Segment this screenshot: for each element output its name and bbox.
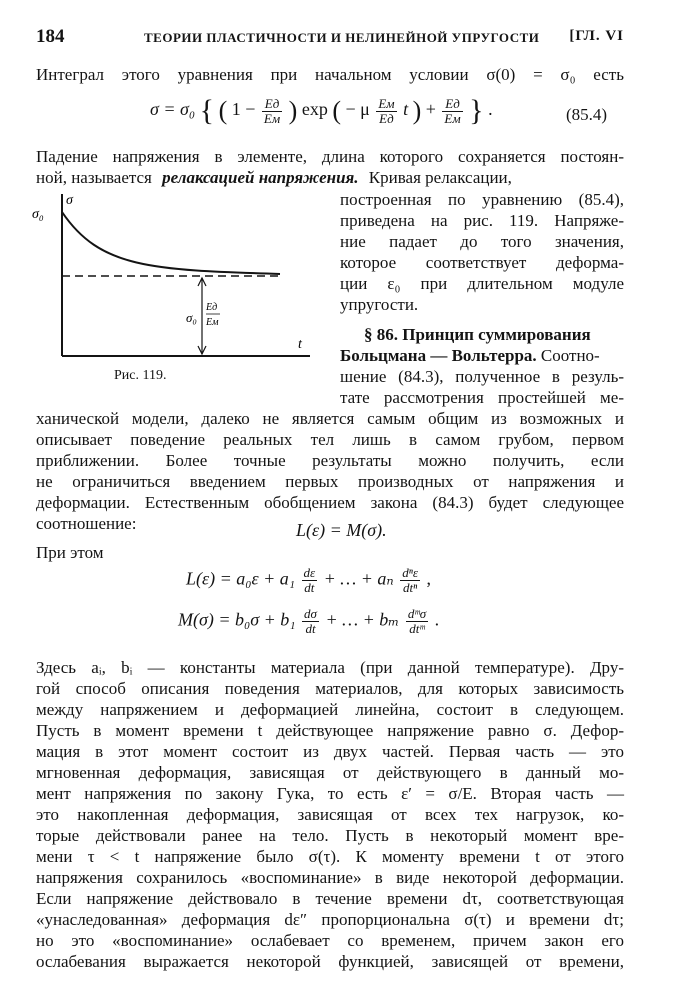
running-title: ТЕОРИИ ПЛАСТИЧНОСТИ И НЕЛИНЕЙНОЙ УПРУГОСТИ: [144, 30, 540, 45]
page-header: [36, 26, 624, 50]
text-line: «унаследованная» деформация dε″ пропорциональна σ(τ) и времени dτ;: [36, 910, 624, 929]
emphasis-term: релаксацией напряжения.: [162, 168, 359, 187]
paren-open: (: [332, 96, 341, 125]
text-line: ние падает до того значения,: [340, 232, 624, 251]
text-line: Интеграл этого уравнения при начальном условии σ(0) = σ₀ есть: [36, 65, 624, 84]
x-axis-label: t: [298, 337, 302, 352]
text-line: деформации. Естественным обобщением закона (84.3) будет следующее: [36, 493, 624, 512]
eq-exp: exp: [301, 99, 328, 120]
fraction: $\frac{\text{dⁿε}}{\text{dtⁿ}}$: [402, 565, 418, 595]
fraction: $\frac{d\varepsilon}{dt}$: [303, 565, 316, 595]
asymptote-label: σ₀: [186, 310, 197, 325]
eq-plus: +: [425, 99, 436, 120]
equation-L: L(ε) = a₀ε + a₁ $\frac{d\varepsilon}{dt}$ + … + aₙ $\frac{\text{dⁿε}}{\text{dtⁿ}}$ ,: [186, 565, 431, 595]
text-line: мени τ < t напряжение было σ(τ). К моменту времени t от этого: [36, 847, 624, 866]
text-line: которое соответствует деформа-: [340, 253, 624, 272]
section-title: § 86. Принцип суммирования: [364, 325, 591, 344]
text-line: торые действовали ранее на тело. Пусть в некоторый момент вре-: [36, 826, 624, 845]
text-line: шение (84.3), полученное в резуль-: [340, 367, 624, 386]
text-line: мгновенная деформация, зависящая от действующего в данный мо-: [36, 763, 624, 782]
brace-close: }: [469, 94, 484, 127]
equation-L-M: L(ε) = M(σ).: [296, 520, 387, 540]
text-line: но это «воспоминание» ослабевает со временем, причем закон его: [36, 931, 624, 950]
text-line: не ограничиться введением первых производных от напряжения и: [36, 472, 624, 491]
text-line: это накопленная деформация, зависящая от всех тех нагрузок, ко-: [36, 805, 624, 824]
paren-open: (: [218, 96, 228, 125]
equation-number: (85.4): [566, 105, 608, 124]
text-line: Если напряжение действовало в течение времени dτ, соответствующая: [36, 889, 624, 908]
text-line: Больцмана — Вольтерра. Соотно-: [340, 346, 600, 365]
text-line: ции ε₀ при длительном модуле: [340, 274, 624, 293]
text-line: построенная по уравнению (85.4),: [340, 190, 624, 209]
eq-t: t: [403, 99, 409, 120]
text-line: упругости.: [340, 295, 419, 314]
text-line: гой способ описания поведения материалов, для которых зависимость: [36, 679, 624, 698]
text-line: мент напряжения по закону Гука, то есть ε′ = σ/E. Вторая часть —: [36, 784, 624, 803]
text-line: Здесь aᵢ, bᵢ — константы материала (при данной температуре). Дру-: [36, 658, 624, 677]
text-line: ной, называется релаксацией напряжения. Кривая релаксации,: [36, 168, 512, 187]
eq-lhs: σ = σ₀: [150, 99, 196, 120]
eq-minus-mu: − μ: [345, 99, 370, 120]
relaxation-curve-figure: [30, 188, 330, 388]
text-line: соотношение:: [36, 514, 137, 533]
eq-one: 1 −: [231, 99, 256, 120]
asymptote-frac-num: Eд: [206, 302, 218, 313]
text-line: ослабевания выражается некоторой функцией, зависящей от времени,: [36, 952, 624, 971]
fraction: $\frac{Eд}{Eм}$: [263, 95, 281, 126]
fraction: $\frac{Eм}{Eд}$: [378, 95, 395, 126]
figure-caption: Рис. 119.: [114, 368, 167, 383]
text-line: ханической модели, далеко не является самым общим из возможных и: [36, 409, 624, 428]
page-number: 184: [36, 26, 65, 47]
text-line: тате рассмотрения простейшей ме-: [340, 388, 624, 407]
text-line: Пусть в момент времени t действующее напряжение равно σ. Дефор-: [36, 721, 624, 740]
text-line: описывает поведение реальных тел лишь в самом грубом, первом: [36, 430, 624, 449]
sigma0-label: σ₀: [32, 207, 44, 222]
paren-close: ): [412, 96, 422, 125]
fraction: $\frac{d\sigma}{dt}$: [304, 606, 317, 636]
equation-85-4: [150, 94, 493, 128]
y-axis-label: σ: [66, 193, 73, 208]
text-line: мация в этот момент состоит из двух частей. Первая часть — это: [36, 742, 624, 761]
section-title-cont: Больцмана — Вольтерра.: [340, 346, 537, 365]
chapter-marker: [ГЛ. VI: [569, 28, 624, 44]
fraction: $\frac{Eд}{Eм}$: [444, 95, 461, 126]
asymptote-frac-den: Eм: [206, 317, 219, 328]
brace-open: {: [199, 94, 215, 127]
text-line: При этом: [36, 543, 104, 562]
text-line: приведена на рис. 119. Напряже-: [340, 211, 624, 230]
text-line: между напряжением и деформацией линейна, состоит в следующем.: [36, 700, 624, 719]
text-line: напряжения сохранилось «воспоминание» в виде некоторой деформации.: [36, 868, 624, 887]
relaxation-curve: [62, 212, 280, 274]
fraction: $\frac{\text{dᵐσ}}{\text{dtᵐ}}$: [407, 606, 427, 636]
eq-end: .: [488, 99, 493, 120]
text-line: Падение напряжения в элементе, длина которого сохраняется постоян-: [36, 147, 624, 166]
text-line: приближении. Более точные результаты можно получить, если: [36, 451, 624, 470]
equation-M: M(σ) = b₀σ + b₁ $\frac{d\sigma}{dt}$ + … + bₘ $\frac{\text{dᵐσ}}{\text{dtᵐ}}$ .: [178, 606, 440, 636]
paren-close: ): [288, 96, 298, 125]
